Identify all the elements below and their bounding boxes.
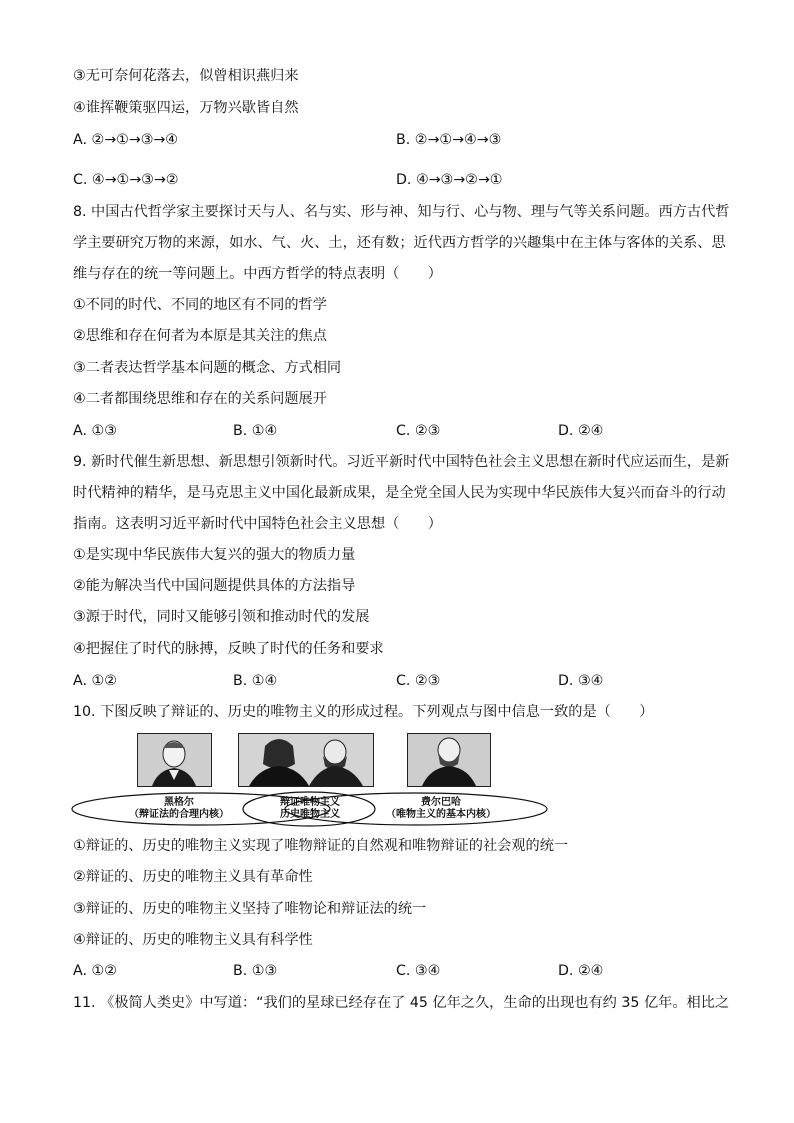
q7-option-a: A. ②→①→③→④ xyxy=(73,132,179,148)
q8-stem-line-3: 维与存在的统一等问题上。中西方哲学的特点表明（ ） xyxy=(73,266,442,282)
marx-engels-portrait xyxy=(238,733,374,787)
q10-stem: 10. 下图反映了辩证的、历史的唯物主义的形成过程。下列观点与图中信息一致的是（ ） xyxy=(73,704,654,720)
q9-item-3: ③源于时代，同时又能够引领和推动时代的发展 xyxy=(73,609,370,625)
q10-option-b: B. ①③ xyxy=(233,963,278,979)
q7-item-4: ④谁挥鞭策驱四运，万物兴歇皆自然 xyxy=(73,100,299,116)
q7-option-d: D. ④→③→②→① xyxy=(396,172,503,188)
q8-item-1: ①不同的时代、不同的地区有不同的哲学 xyxy=(73,297,327,313)
q10-item-2: ②辩证的、历史的唯物主义具有革命性 xyxy=(73,869,313,885)
q7-option-b: B. ②→①→④→③ xyxy=(396,132,502,148)
q8-option-b: B. ①④ xyxy=(233,423,278,439)
feuerbach-sublabel: （唯物主义的基本内核） xyxy=(386,809,496,820)
q10-item-1: ①辩证的、历史的唯物主义实现了唯物辩证的自然观和唯物辩证的社会观的统一 xyxy=(73,838,569,854)
dialectical-materialism-label: 辩证唯物主义 xyxy=(280,797,340,808)
q7-item-3: ③无可奈何花落去，似曾相识燕归来 xyxy=(73,68,299,84)
hegel-label: 黑格尔 xyxy=(164,797,194,808)
feuerbach-portrait xyxy=(407,733,491,787)
q8-item-2: ②思维和存在何者为本原是其关注的焦点 xyxy=(73,328,327,344)
q9-stem-line-2: 时代精神的精华，是马克思主义中国化最新成果，是全党全国人民为实现中华民族伟大复兴而奋斗的行动 xyxy=(73,485,726,501)
q9-option-b: B. ①④ xyxy=(233,673,278,689)
q11-stem-line-1: 11. 《极简人类史》中写道：“我们的星球已经存在了 45 亿年之久，生命的出现也有约 35 亿年。相比之 xyxy=(73,995,730,1011)
hegel-portrait xyxy=(137,733,212,787)
q9-stem-line-3: 指南。这表明习近平新时代中国特色社会主义思想（ ） xyxy=(73,516,442,532)
q10-item-4: ④辩证的、历史的唯物主义具有科学性 xyxy=(73,932,313,948)
q10-option-d: D. ②④ xyxy=(558,963,604,979)
q9-item-4: ④把握住了时代的脉搏，反映了时代的任务和要求 xyxy=(73,641,384,657)
q8-stem-line-2: 学主要研究万物的来源，如水、气、火、土，还有数；近代西方哲学的兴趣集中在主体与客体的关系、思 xyxy=(73,235,726,251)
hegel-portrait-drawing xyxy=(138,734,211,786)
q8-item-4: ④二者都围绕思维和存在的关系问题展开 xyxy=(73,391,327,407)
q8-option-d: D. ②④ xyxy=(558,423,604,439)
hegel-sublabel: （辩证法的合理内核） xyxy=(129,809,229,820)
q10-item-3: ③辩证的、历史的唯物主义坚持了唯物论和辩证法的统一 xyxy=(73,901,427,917)
historical-materialism-label: 历史唯物主义 xyxy=(280,809,340,820)
q7-option-c: C. ④→①→③→② xyxy=(73,172,179,188)
q8-option-c: C. ②③ xyxy=(396,423,441,439)
q9-option-a: A. ①② xyxy=(73,673,117,689)
q8-option-a: A. ①③ xyxy=(73,423,117,439)
q9-option-c: C. ②③ xyxy=(396,673,441,689)
q10-option-a: A. ①② xyxy=(73,963,117,979)
q9-option-d: D. ③④ xyxy=(558,673,604,689)
q8-item-3: ③二者表达哲学基本问题的概念、方式相同 xyxy=(73,360,342,376)
q8-stem-line-1: 8. 中国古代哲学家主要探讨天与人、名与实、形与神、知与行、心与物、理与气等关系问题。西方古代哲 xyxy=(73,204,730,220)
q10-option-c: C. ③④ xyxy=(396,963,441,979)
feuerbach-label: 费尔巴哈 xyxy=(421,797,461,808)
marx-engels-portrait-drawing xyxy=(239,734,373,786)
feuerbach-portrait-drawing xyxy=(408,734,490,786)
q9-item-1: ①是实现中华民族伟大复兴的强大的物质力量 xyxy=(73,547,356,563)
q9-item-2: ②能为解决当代中国问题提供具体的方法指导 xyxy=(73,578,356,594)
q9-stem-line-1: 9. 新时代催生新思想、新思想引领新时代。习近平新时代中国特色社会主义思想在新时代应运而生，是新 xyxy=(73,454,730,470)
